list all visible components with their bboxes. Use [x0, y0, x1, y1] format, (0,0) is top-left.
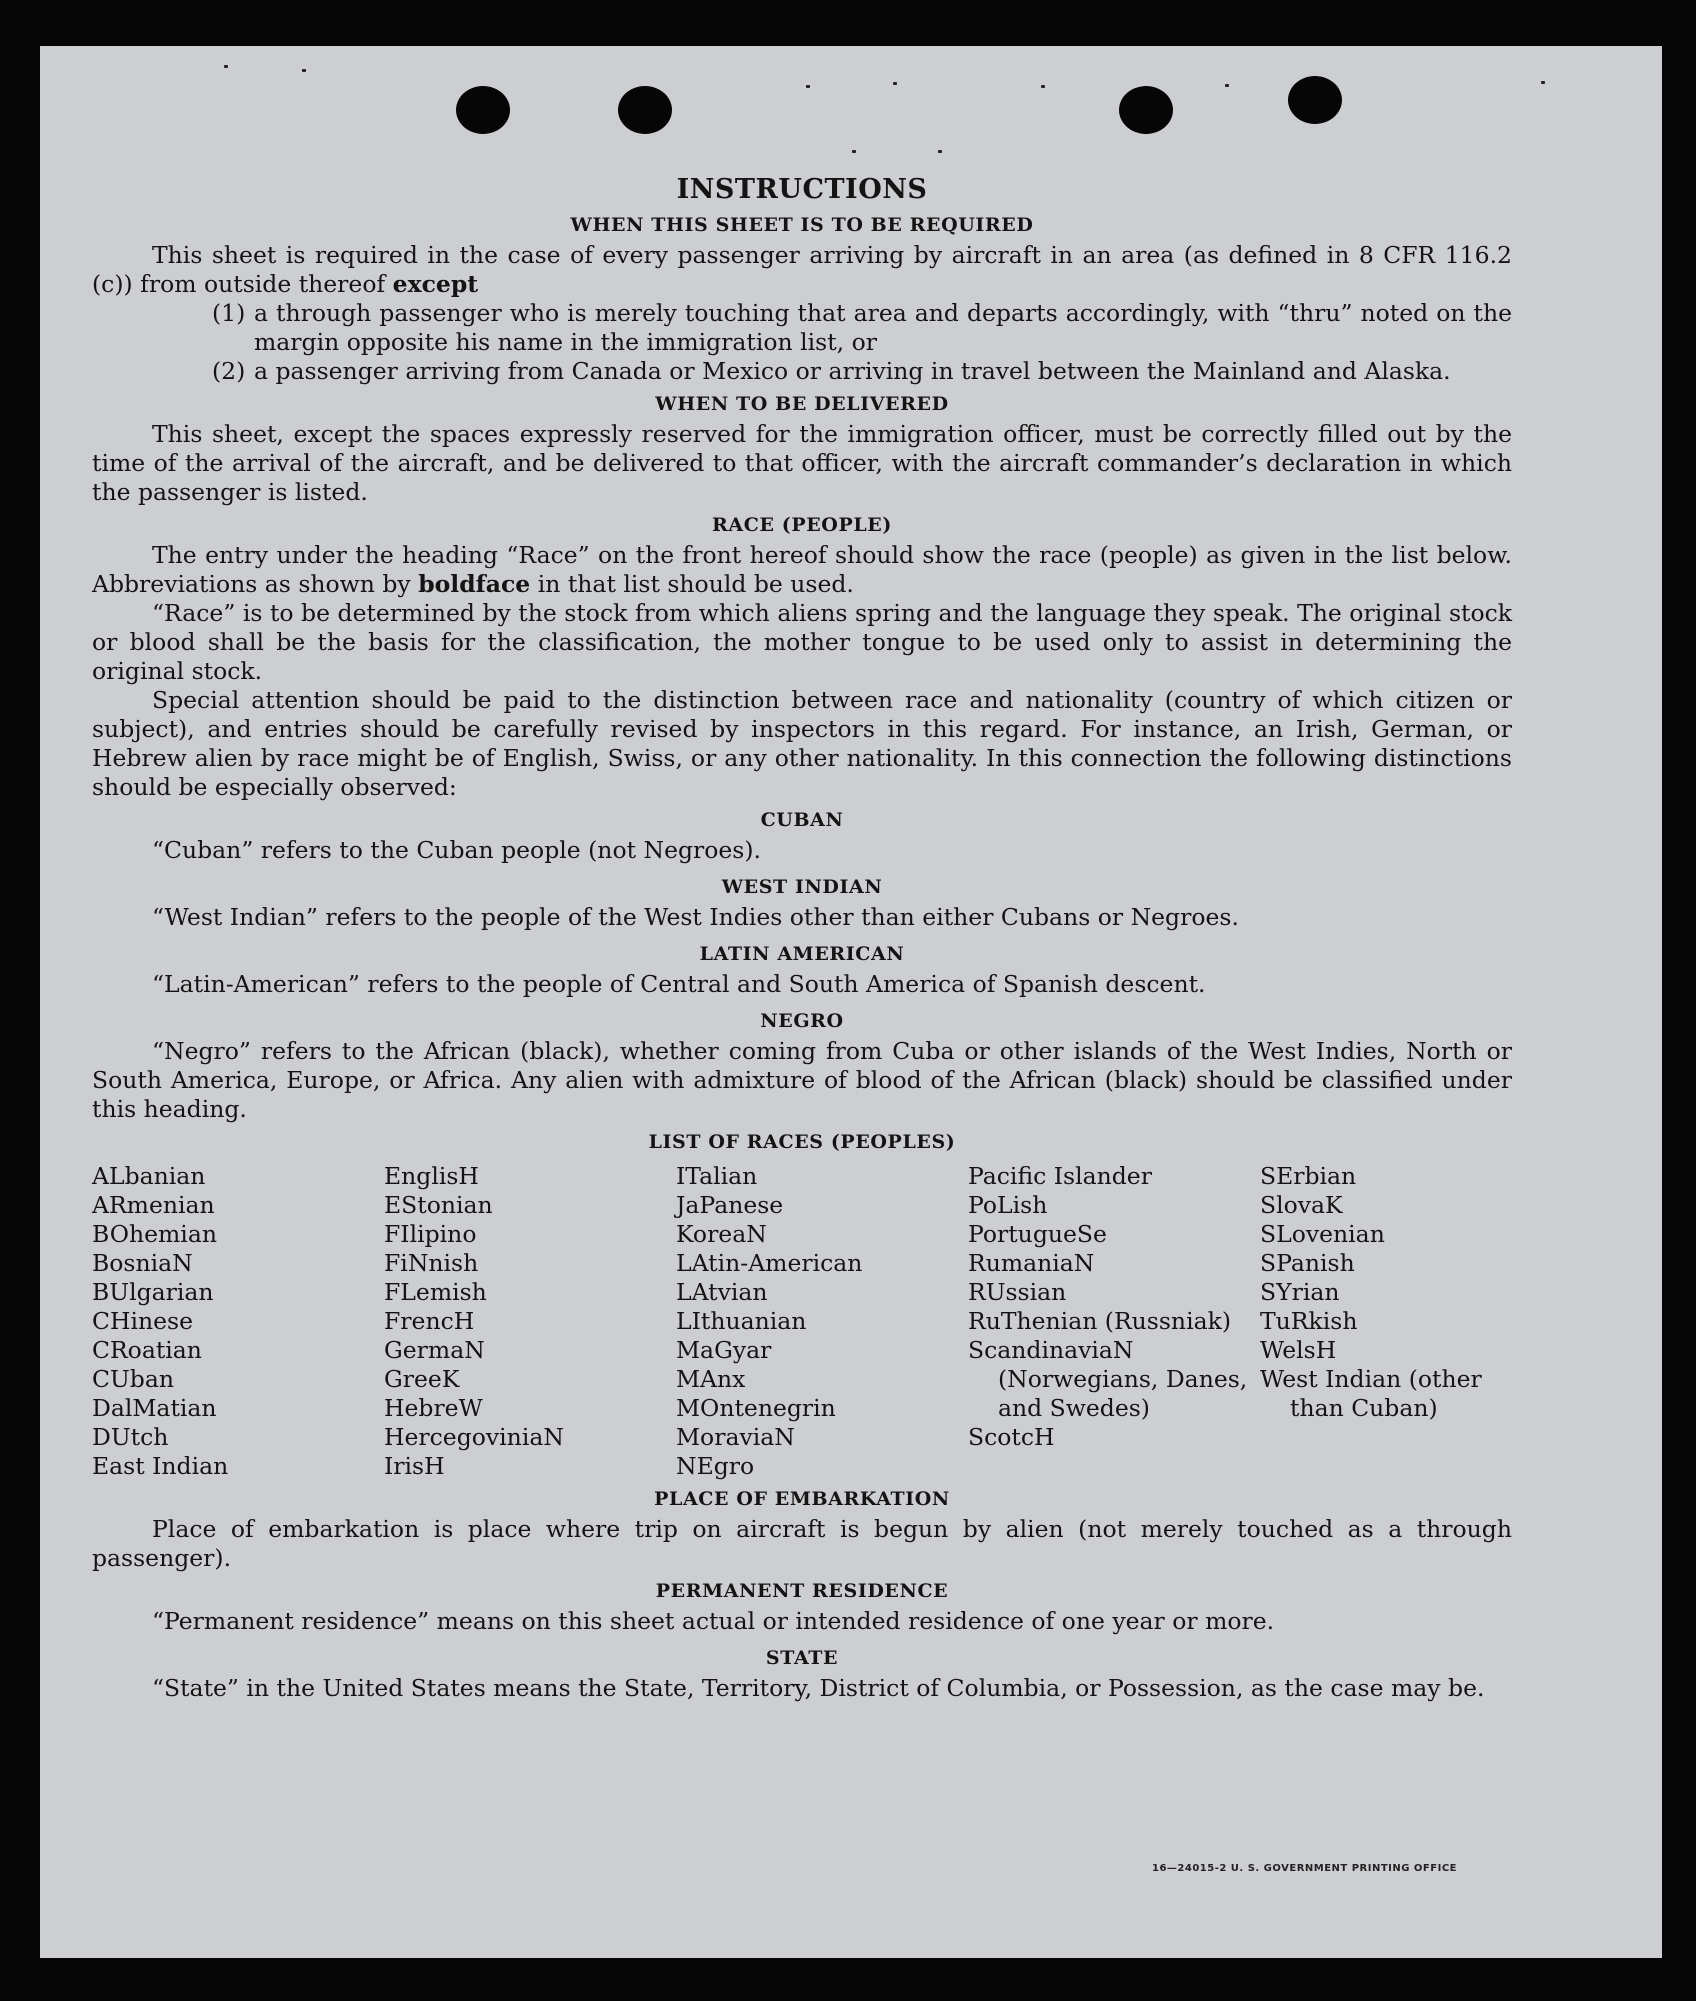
race-item: East Indian — [92, 1452, 229, 1480]
section-heading-embarkation: PLACE OF EMBARKATION — [654, 1488, 950, 1510]
printing-office-note: 16—24015-2 U. S. GOVERNMENT PRINTING OFFICE — [1152, 1863, 1457, 1874]
race-item: SLovenian — [1260, 1220, 1385, 1248]
race-item: NEgro — [676, 1452, 755, 1480]
section-heading-delivered: WHEN TO BE DELIVERED — [655, 393, 949, 415]
race-item: LAtvian — [676, 1278, 768, 1306]
race-item: FiNnish — [384, 1249, 479, 1277]
section-heading-race: RACE (PEOPLE) — [712, 514, 892, 536]
required-intro-text: This sheet is required in the case of every passenger arriving by aircraft in an area (as defined in 8 CFR 116.2 (c)) from outside thereof — [92, 241, 1512, 298]
speck — [1225, 84, 1229, 87]
cuban-text: “Cuban” refers to the Cuban people (not Negroes). — [152, 836, 762, 864]
race-item: CHinese — [92, 1307, 193, 1335]
race-p1-text-b: in that list should be used. — [537, 570, 854, 598]
speck — [224, 65, 228, 68]
west-indian-text: “West Indian” refers to the people of the West Indies other than either Cubans or Negroes. — [152, 903, 1239, 931]
speck — [806, 85, 810, 88]
speck — [302, 69, 306, 72]
race-item: EStonian — [384, 1191, 493, 1219]
speck — [893, 82, 897, 85]
document-sheet — [40, 46, 1662, 1958]
race-item: CUban — [92, 1365, 174, 1393]
race-item: ScotcH — [968, 1423, 1055, 1451]
race-item: SErbian — [1260, 1162, 1357, 1190]
race-p1-bold: boldface — [418, 570, 531, 598]
state-text: “State” in the United States means the State, Territory, District of Columbia, or Possession, as the case may be. — [152, 1674, 1485, 1702]
races-column — [92, 1162, 384, 1481]
races-column — [676, 1162, 968, 1481]
race-item: SlovaK — [1260, 1191, 1343, 1219]
race-item: EnglisH — [384, 1162, 479, 1190]
race-item: MAnx — [676, 1365, 746, 1393]
section-heading-residence: PERMANENT RESIDENCE — [655, 1580, 949, 1602]
section-heading-negro: NEGRO — [760, 1010, 844, 1032]
race-item: ITalian — [676, 1162, 758, 1190]
race-item: SPanish — [1260, 1249, 1355, 1277]
race-p1-text-a: The entry under the heading “Race” on the front hereof should show the race (people) as given in the list below. Abbreviations as shown by — [92, 541, 1512, 598]
exception-item — [212, 299, 1512, 357]
race-item: Pacific Islander — [968, 1162, 1152, 1190]
race-item: RuThenian (Russniak) — [968, 1307, 1231, 1335]
required-intro — [92, 241, 1512, 299]
section-heading-state: STATE — [765, 1647, 839, 1669]
races-list — [92, 1162, 1512, 1481]
races-column — [1260, 1162, 1512, 1481]
race-item: BUlgarian — [92, 1278, 214, 1306]
section-heading-required: WHEN THIS SHEET IS TO BE REQUIRED — [570, 214, 1034, 236]
race-item: PortugueSe — [968, 1220, 1107, 1248]
race-item: FLemish — [384, 1278, 487, 1306]
latin-american-text: “Latin-American” refers to the people of Central and South America of Spanish descent. — [152, 970, 1206, 998]
section-heading-west-indian: WEST INDIAN — [721, 876, 883, 898]
speck — [852, 150, 856, 153]
race-item: MaGyar — [676, 1336, 772, 1364]
punch-hole — [456, 86, 510, 134]
race-item: MoraviaN — [676, 1423, 795, 1451]
race-item: RUssian — [968, 1278, 1067, 1306]
race-item: DalMatian — [92, 1394, 217, 1422]
race-item: MOntenegrin — [676, 1394, 836, 1422]
punch-hole — [618, 86, 672, 134]
race-item: LIthuanian — [676, 1307, 807, 1335]
race-item: CRoatian — [92, 1336, 202, 1364]
race-item: ARmenian — [92, 1191, 215, 1219]
residence-text: “Permanent residence” means on this sheet actual or intended residence of one year or more. — [152, 1607, 1275, 1635]
race-item: FIlipino — [384, 1220, 477, 1248]
speck — [1041, 85, 1045, 88]
race-paragraph-1 — [92, 541, 1512, 599]
section-heading-latin-american: LATIN AMERICAN — [699, 943, 905, 965]
race-item: RumaniaN — [968, 1249, 1095, 1277]
punch-hole — [1288, 76, 1342, 124]
race-item: KoreaN — [676, 1220, 767, 1248]
required-intro-bold: except — [392, 270, 479, 298]
speck — [1541, 81, 1545, 84]
race-item: West Indian (other than Cuban) — [1260, 1365, 1482, 1422]
section-heading-cuban: CUBAN — [760, 809, 844, 831]
race-paragraph-2: “Race” is to be determined by the stock from which aliens spring and the language they speak. The original stock or blood shall be the basis for the classification, the mother tongue to be used only to assist in determining the original stock. — [92, 599, 1512, 685]
race-item: JaPanese — [676, 1191, 784, 1219]
race-item: HercegoviniaN — [384, 1423, 564, 1451]
race-item: FrencH — [384, 1307, 475, 1335]
race-item: ALbanian — [92, 1162, 206, 1190]
races-column — [968, 1162, 1260, 1481]
section-heading-list-of-races: LIST OF RACES (PEOPLES) — [648, 1131, 956, 1153]
race-item: IrisH — [384, 1452, 445, 1480]
race-item: BOhemian — [92, 1220, 217, 1248]
exception-number: (1) — [212, 299, 246, 327]
exception-text: a passenger arriving from Canada or Mexico or arriving in travel between the Mainland and Alaska. — [254, 357, 1451, 385]
races-column — [384, 1162, 676, 1481]
race-item: TuRkish — [1260, 1307, 1358, 1335]
race-item: GreeK — [384, 1365, 460, 1393]
race-item: HebreW — [384, 1394, 483, 1422]
delivered-text: This sheet, except the spaces expressly reserved for the immigration officer, must be correctly filled out by the time of the arrival of the aircraft, and be delivered to that officer, with the aircraft commander’s declaration in which the passenger is listed. — [92, 420, 1512, 506]
race-item: BosniaN — [92, 1249, 193, 1277]
race-item: LAtin-American — [676, 1249, 863, 1277]
exception-text: a through passenger who is merely touching that area and departs accordingly, with “thru” noted on the margin opposite his name in the immigration list, or — [254, 299, 1512, 356]
race-item: PoLish — [968, 1191, 1048, 1219]
embarkation-text: Place of embarkation is place where trip on aircraft is begun by alien (not merely touched as a through passenger). — [92, 1515, 1512, 1572]
exception-item — [212, 357, 1512, 386]
race-item: GermaN — [384, 1336, 485, 1364]
exception-number: (2) — [212, 357, 246, 385]
exceptions-list — [92, 299, 1512, 386]
instructions-content — [92, 173, 1512, 1703]
race-item: WelsH — [1260, 1336, 1337, 1364]
race-item: SYrian — [1260, 1278, 1340, 1306]
race-paragraph-3: Special attention should be paid to the distinction between race and nationality (country of which citizen or subject), and entries should be carefully revised by inspectors in this regard. For instance, an Irish, German, or Hebrew alien by race might be of English, Swiss, or any other nationality. In this connection the following distinctions should be especially observed: — [92, 686, 1512, 801]
page-title: INSTRUCTIONS — [676, 174, 928, 205]
speck — [938, 150, 942, 153]
race-item: DUtch — [92, 1423, 169, 1451]
negro-text: “Negro” refers to the African (black), whether coming from Cuba or other islands of the West Indies, North or South America, Europe, or Africa. Any alien with admixture of blood of the African (black) should be classified under this heading. — [92, 1037, 1512, 1123]
punch-hole — [1119, 86, 1173, 134]
race-item: ScandinaviaN (Norwegians, Danes, and Swedes) — [968, 1336, 1248, 1422]
